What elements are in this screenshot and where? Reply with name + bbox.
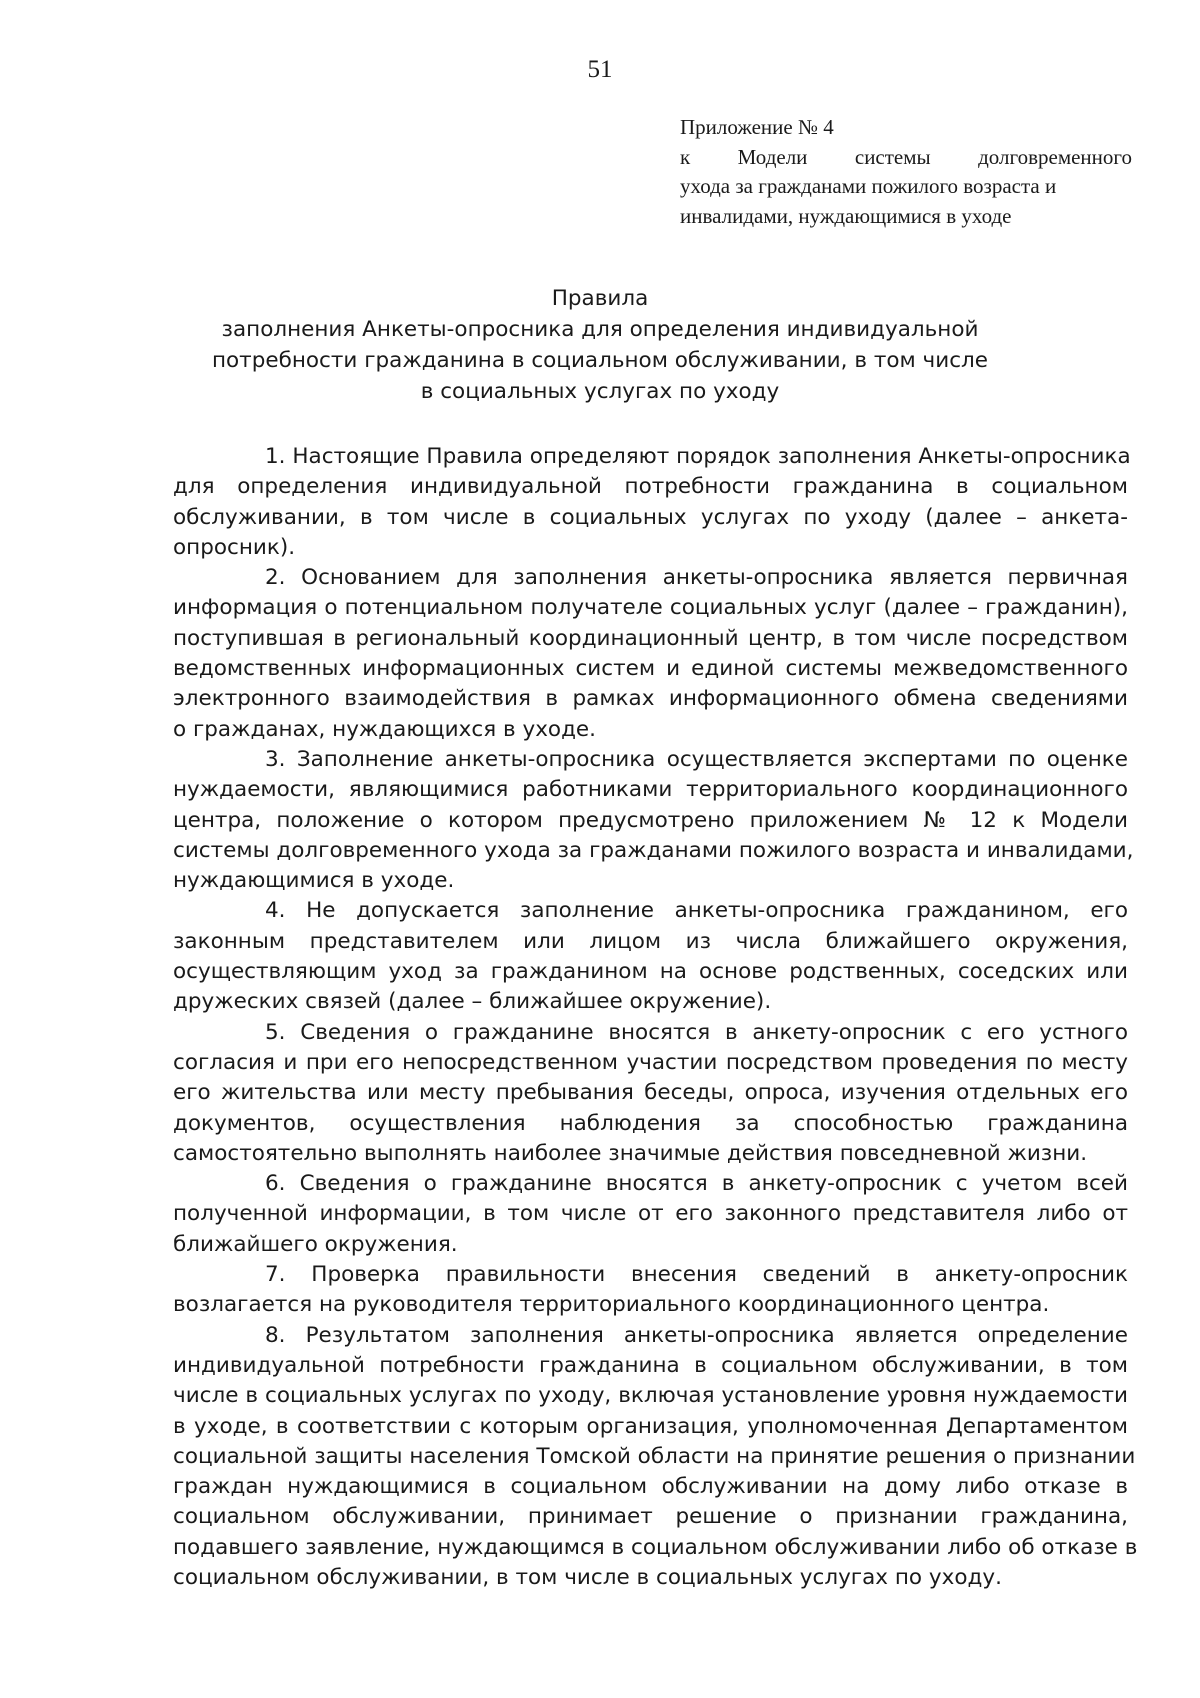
paragraph-line: обслуживании, в том числе в социальных услугах по уходу (далее – анкета- bbox=[173, 504, 1128, 530]
paragraph-line: 4. Не допускается заполнение анкеты-опросника гражданином, его bbox=[265, 898, 1128, 924]
paragraph-line: 3. Заполнение анкеты-опросника осуществляется экспертами по оценке bbox=[265, 746, 1128, 772]
paragraph-line: осуществляющим уход за гражданином на основе родственных, соседских или bbox=[173, 959, 1128, 985]
paragraph-line: 2. Основанием для заполнения анкеты-опросника является первичная bbox=[265, 565, 1128, 591]
heading-subtitle-line: в социальных услугах по уходу bbox=[420, 379, 780, 404]
paragraph-line: опросник). bbox=[173, 534, 296, 560]
paragraph-line: поступившая в региональный координационный центр, в том числе посредством bbox=[173, 625, 1128, 651]
paragraph-line: граждан нуждающимися в социальном обслуживании на дому либо отказе в bbox=[173, 1474, 1128, 1500]
paragraph-1 bbox=[173, 442, 1131, 563]
paragraph-8 bbox=[173, 1321, 1138, 1594]
paragraph-line: индивидуальной потребности гражданина в социальном обслуживании, в том bbox=[173, 1352, 1128, 1378]
paragraph-line: центра, положение о котором предусмотрено приложением № 12 к Модели bbox=[173, 807, 1128, 833]
paragraph-line: в уходе, в соответствии с которым организация, уполномоченная Департаментом bbox=[173, 1413, 1128, 1439]
paragraph-line: 5. Сведения о гражданине вносятся в анкету-опросник с его устного bbox=[265, 1019, 1128, 1045]
paragraph-5 bbox=[173, 1018, 1128, 1169]
paragraph-line: его жительства или месту пребывания беседы, опроса, изучения отдельных его bbox=[173, 1080, 1128, 1106]
paragraph-2 bbox=[173, 563, 1128, 745]
paragraph-line: подавшего заявление, нуждающимся в социальном обслуживании либо об отказе в bbox=[173, 1534, 1138, 1560]
document-body bbox=[173, 442, 1138, 1593]
paragraph-3 bbox=[173, 745, 1134, 896]
paragraph-line: социальной защиты населения Томской области на принятие решения о признании bbox=[173, 1443, 1136, 1469]
heading-subtitle-line: заполнения Анкеты-опросника для определения индивидуальной bbox=[221, 317, 979, 342]
paragraph-line: документов, осуществления наблюдения за способностью гражданина bbox=[173, 1110, 1128, 1136]
paragraph-line: электронного взаимодействия в рамках информационного обмена сведениями bbox=[173, 686, 1128, 712]
paragraph-line: полученной информации, в том числе от его законного представителя либо от bbox=[173, 1201, 1128, 1227]
paragraph-line: 1. Настоящие Правила определяют порядок заполнения Анкеты-опросника bbox=[265, 444, 1131, 469]
paragraph-line: нуждаемости, являющимися работниками территориального координационного bbox=[173, 777, 1128, 803]
paragraph-line: ведомственных информационных систем и единой системы межведомственного bbox=[173, 656, 1128, 682]
paragraph-line: дружеских связей (далее – ближайшее окружение). bbox=[173, 989, 772, 1015]
paragraph-line: социальном обслуживании, принимает решение о признании гражданина, bbox=[173, 1504, 1128, 1530]
appendix-title: Приложение № 4 bbox=[680, 115, 834, 139]
paragraph-line: 7. Проверка правильности внесения сведений в анкету-опросник bbox=[265, 1262, 1128, 1288]
paragraph-line: информация о потенциальном получателе социальных услуг (далее – гражданин), bbox=[173, 595, 1128, 621]
paragraph-line: ближайшего окружения. bbox=[173, 1231, 458, 1257]
paragraph-line: законным представителем или лицом из числа ближайшего окружения, bbox=[173, 928, 1128, 954]
paragraph-line: 6. Сведения о гражданине вносятся в анкету-опросник с учетом всей bbox=[265, 1171, 1128, 1197]
paragraph-line: для определения индивидуальной потребности гражданина в социальном bbox=[173, 474, 1128, 500]
heading-title: Правила bbox=[551, 286, 649, 311]
paragraph-4 bbox=[173, 896, 1128, 1017]
heading-subtitle-line: потребности гражданина в социальном обслуживании, в том числе bbox=[211, 348, 989, 373]
document-heading bbox=[0, 283, 1200, 407]
paragraph-6 bbox=[173, 1169, 1128, 1260]
page-number: 51 bbox=[587, 56, 613, 83]
paragraph-line: нуждающимися в уходе. bbox=[173, 868, 455, 894]
paragraph-line: 8. Результатом заполнения анкеты-опросника является определение bbox=[265, 1322, 1128, 1348]
paragraph-line: социальном обслуживании, в том числе в социальных услугах по уходу. bbox=[173, 1564, 1002, 1590]
paragraph-line: о гражданах, нуждающихся в уходе. bbox=[173, 716, 596, 742]
paragraph-line: согласия и при его непосредственном участии посредством проведения по месту bbox=[173, 1049, 1128, 1075]
appendix-line: инвалидами, нуждающимися в уходе bbox=[680, 203, 1012, 228]
paragraph-line: системы долговременного ухода за гражданами пожилого возраста и инвалидами, bbox=[173, 837, 1134, 863]
paragraph-7 bbox=[173, 1260, 1128, 1321]
paragraph-line: числе в социальных услугах по уходу, включая установление уровня нуждаемости bbox=[173, 1383, 1128, 1409]
appendix-block bbox=[680, 113, 1132, 231]
appendix-line: к Модели системы долговременного bbox=[680, 144, 1132, 169]
paragraph-line: возлагается на руководителя территориального координационного центра. bbox=[173, 1292, 1050, 1318]
paragraph-line: самостоятельно выполнять наиболее значимые действия повседневной жизни. bbox=[173, 1140, 1088, 1166]
appendix-line: ухода за гражданами пожилого возраста и bbox=[680, 174, 1057, 198]
